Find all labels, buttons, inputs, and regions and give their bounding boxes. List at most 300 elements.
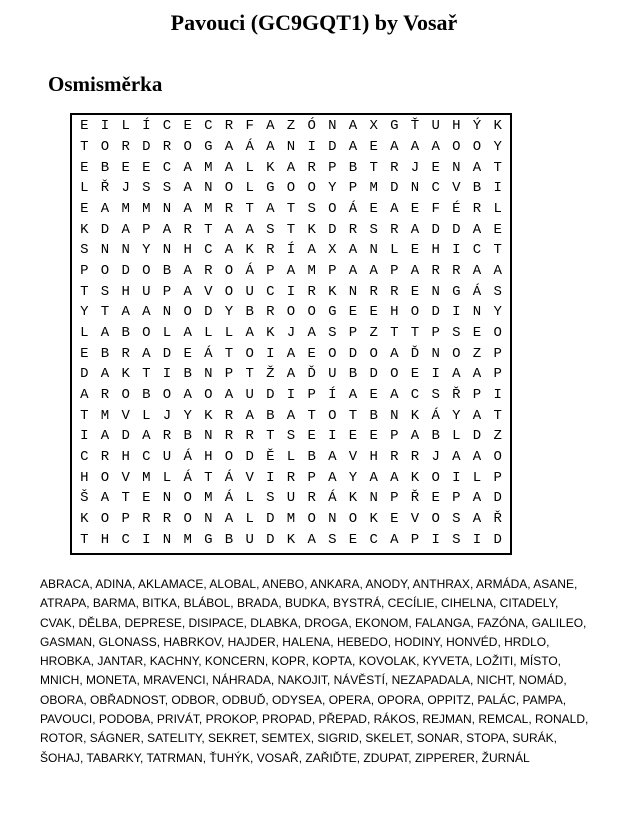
- grid-cell: V: [121, 469, 130, 486]
- grid-cell: C: [162, 118, 172, 135]
- grid-cell: N: [100, 242, 110, 259]
- grid-cell: Y: [328, 180, 337, 197]
- grid-cell: O: [286, 180, 296, 197]
- grid-cell: G: [452, 283, 461, 300]
- grid-cell: Ř: [410, 490, 420, 507]
- grid-cell: T: [286, 221, 296, 238]
- grid-cell: Ř: [100, 180, 110, 197]
- grid-cell: T: [100, 304, 110, 321]
- grid-cell: O: [142, 324, 151, 341]
- grid-cell: I: [431, 531, 440, 548]
- grid-cell: T: [80, 283, 89, 300]
- grid-cell: N: [204, 366, 213, 383]
- grid-cell: T: [142, 366, 151, 383]
- grid-cell: D: [266, 386, 275, 403]
- grid-cell: S: [307, 200, 316, 217]
- grid-cell: A: [431, 138, 440, 155]
- grid-cell: F: [245, 118, 254, 135]
- grid-cell: N: [390, 407, 399, 424]
- grid-cell: B: [224, 531, 234, 548]
- grid-cell: N: [369, 242, 378, 259]
- grid-cell: R: [286, 469, 296, 486]
- grid-cell: L: [245, 159, 254, 176]
- grid-cell: A: [224, 159, 234, 176]
- grid-cell: D: [431, 221, 440, 238]
- grid-cell: D: [493, 490, 502, 507]
- grid-cell: I: [142, 531, 151, 548]
- grid-cell: H: [452, 118, 461, 135]
- grid-cell: A: [183, 180, 192, 197]
- grid-cell: B: [348, 159, 358, 176]
- grid-cell: D: [266, 531, 275, 548]
- grid-cell: O: [410, 304, 420, 321]
- grid-cell: R: [348, 221, 358, 238]
- grid-cell: M: [142, 200, 151, 217]
- grid-cell: E: [183, 118, 192, 135]
- grid-cell: M: [204, 200, 213, 217]
- grid-cell: O: [348, 510, 358, 527]
- grid-cell: N: [204, 428, 213, 445]
- grid-cell: I: [472, 531, 482, 548]
- grid-cell: I: [80, 428, 89, 445]
- grid-cell: P: [348, 324, 358, 341]
- grid-cell: T: [80, 531, 89, 548]
- grid-cell: R: [390, 159, 399, 176]
- grid-cell: A: [328, 448, 337, 465]
- grid-cell: B: [121, 324, 130, 341]
- grid-cell: P: [224, 366, 234, 383]
- grid-cell: C: [204, 242, 213, 259]
- grid-cell: N: [328, 510, 337, 527]
- grid-cell: I: [286, 283, 296, 300]
- grid-cell: Z: [472, 345, 482, 362]
- grid-cell: D: [431, 304, 440, 321]
- grid-cell: P: [493, 366, 502, 383]
- grid-cell: O: [493, 324, 502, 341]
- grid-cell: T: [493, 407, 502, 424]
- grid-cell: R: [142, 510, 151, 527]
- grid-cell: N: [162, 531, 172, 548]
- grid-cell: R: [390, 221, 399, 238]
- grid-cell: O: [472, 138, 482, 155]
- grid-cell: E: [80, 345, 89, 362]
- grid-cell: R: [121, 345, 130, 362]
- grid-cell: N: [431, 345, 440, 362]
- grid-cell: E: [142, 159, 151, 176]
- grid-cell: E: [80, 118, 89, 135]
- grid-cell: S: [369, 221, 378, 238]
- grid-cell: T: [348, 407, 358, 424]
- grid-cell: D: [142, 138, 151, 155]
- grid-cell: A: [307, 242, 316, 259]
- grid-cell: D: [348, 345, 358, 362]
- grid-cell: U: [245, 283, 254, 300]
- grid-cell: A: [100, 324, 110, 341]
- grid-cell: N: [369, 490, 378, 507]
- grid-cell: P: [328, 159, 337, 176]
- grid-cell: B: [100, 345, 110, 362]
- grid-cell: A: [245, 407, 254, 424]
- grid-cell: X: [328, 242, 337, 259]
- grid-cell: I: [493, 386, 502, 403]
- grid-cell: I: [286, 386, 296, 403]
- grid-cell: F: [431, 200, 440, 217]
- grid-cell: P: [142, 221, 151, 238]
- grid-cell: O: [183, 490, 192, 507]
- grid-cell: O: [307, 304, 316, 321]
- grid-cell: B: [245, 304, 254, 321]
- grid-cell: B: [472, 180, 482, 197]
- grid-cell: O: [307, 180, 316, 197]
- grid-cell: U: [245, 386, 254, 403]
- grid-cell: M: [286, 510, 296, 527]
- grid-cell: L: [121, 118, 130, 135]
- grid-cell: I: [266, 469, 275, 486]
- grid-cell: S: [328, 531, 337, 548]
- grid-cell: Y: [183, 407, 192, 424]
- grid-cell: A: [245, 324, 254, 341]
- grid-cell: L: [162, 469, 172, 486]
- grid-cell: R: [369, 283, 378, 300]
- grid-cell: L: [493, 200, 502, 217]
- grid-cell: D: [493, 531, 502, 548]
- grid-cell: K: [204, 407, 213, 424]
- grid-cell: S: [452, 510, 461, 527]
- grid-cell: A: [224, 221, 234, 238]
- grid-cell: Ý: [472, 118, 482, 135]
- grid-cell: R: [472, 200, 482, 217]
- grid-cell: E: [142, 490, 151, 507]
- grid-cell: A: [183, 386, 192, 403]
- grid-cell: Á: [183, 469, 192, 486]
- grid-cell: R: [410, 448, 420, 465]
- grid-cell: Ž: [266, 366, 275, 383]
- grid-cell: K: [266, 324, 275, 341]
- grid-cell: C: [410, 386, 420, 403]
- grid-cell: D: [80, 366, 89, 383]
- grid-cell: I: [266, 345, 275, 362]
- grid-cell: D: [266, 510, 275, 527]
- grid-cell: K: [348, 490, 358, 507]
- grid-cell: R: [162, 138, 172, 155]
- grid-cell: E: [183, 345, 192, 362]
- grid-cell: S: [100, 283, 110, 300]
- grid-cell: C: [121, 531, 130, 548]
- grid-cell: G: [204, 138, 213, 155]
- grid-cell: B: [348, 366, 358, 383]
- grid-cell: R: [183, 221, 192, 238]
- grid-cell: O: [224, 283, 234, 300]
- grid-cell: A: [410, 428, 420, 445]
- grid-cell: B: [142, 386, 151, 403]
- grid-cell: E: [410, 366, 420, 383]
- grid-cell: I: [431, 366, 440, 383]
- grid-cell: O: [390, 366, 399, 383]
- grid-cell: R: [307, 283, 316, 300]
- word-search-grid: [70, 113, 512, 555]
- grid-cell: R: [307, 490, 316, 507]
- grid-cell: N: [162, 200, 172, 217]
- grid-cell: K: [80, 510, 89, 527]
- grid-cell: R: [266, 304, 275, 321]
- grid-cell: Ř: [493, 510, 502, 527]
- grid-cell: O: [224, 448, 234, 465]
- grid-cell: Á: [224, 469, 234, 486]
- grid-cell: U: [245, 531, 254, 548]
- grid-cell: R: [162, 428, 172, 445]
- grid-cell: E: [307, 428, 316, 445]
- grid-cell: T: [266, 428, 275, 445]
- grid-cell: H: [369, 448, 378, 465]
- grid-cell: E: [348, 304, 358, 321]
- grid-cell: G: [390, 118, 399, 135]
- grid-cell: A: [121, 221, 130, 238]
- grid-cell: Ď: [307, 366, 316, 383]
- grid-cell: L: [245, 490, 254, 507]
- grid-cell: N: [472, 304, 482, 321]
- grid-cell: P: [121, 510, 130, 527]
- grid-cell: H: [183, 242, 192, 259]
- grid-cell: S: [162, 180, 172, 197]
- grid-cell: Á: [224, 490, 234, 507]
- grid-cell: O: [100, 510, 110, 527]
- grid-cell: Á: [245, 262, 254, 279]
- grid-cell: H: [80, 469, 89, 486]
- grid-cell: É: [452, 200, 461, 217]
- grid-cell: O: [183, 510, 192, 527]
- grid-cell: Á: [245, 138, 254, 155]
- grid-cell: A: [369, 262, 378, 279]
- grid-cell: A: [183, 324, 192, 341]
- grid-cell: J: [431, 448, 440, 465]
- grid-cell: A: [224, 386, 234, 403]
- grid-cell: N: [431, 283, 440, 300]
- grid-cell: D: [452, 221, 461, 238]
- grid-cell: I: [162, 366, 172, 383]
- grid-cell: L: [204, 324, 213, 341]
- grid-cell: E: [472, 324, 482, 341]
- grid-cell: A: [183, 159, 192, 176]
- grid-cell: A: [472, 221, 482, 238]
- grid-cell: Á: [348, 200, 358, 217]
- grid-cell: C: [162, 159, 172, 176]
- grid-cell: M: [369, 180, 378, 197]
- grid-cell: R: [224, 428, 234, 445]
- grid-cell: G: [328, 304, 337, 321]
- grid-cell: A: [390, 386, 399, 403]
- grid-cell: T: [493, 159, 502, 176]
- grid-cell: O: [224, 180, 234, 197]
- grid-cell: Í: [142, 118, 151, 135]
- grid-cell: A: [142, 428, 151, 445]
- grid-cell: U: [431, 118, 440, 135]
- grid-cell: E: [369, 138, 378, 155]
- grid-cell: T: [369, 159, 378, 176]
- grid-cell: A: [266, 138, 275, 155]
- grid-cell: E: [493, 221, 502, 238]
- grid-cell: I: [452, 304, 461, 321]
- grid-cell: C: [266, 283, 275, 300]
- grid-cell: X: [369, 118, 378, 135]
- grid-cell: C: [431, 180, 440, 197]
- grid-cell: K: [369, 510, 378, 527]
- grid-cell: O: [100, 138, 110, 155]
- grid-cell: T: [121, 490, 130, 507]
- grid-cell: L: [142, 407, 151, 424]
- grid-cell: I: [328, 428, 337, 445]
- grid-cell: S: [328, 324, 337, 341]
- grid-cell: P: [390, 490, 399, 507]
- grid-cell: B: [307, 448, 316, 465]
- grid-cell: R: [121, 138, 130, 155]
- grid-cell: A: [328, 469, 337, 486]
- grid-cell: K: [286, 531, 296, 548]
- grid-cell: V: [204, 283, 213, 300]
- grid-cell: A: [162, 221, 172, 238]
- grid-cell: T: [224, 345, 234, 362]
- grid-cell: L: [472, 469, 482, 486]
- grid-cell: H: [121, 448, 130, 465]
- grid-cell: Z: [369, 324, 378, 341]
- grid-cell: A: [472, 407, 482, 424]
- grid-cell: S: [493, 283, 502, 300]
- grid-cell: D: [162, 345, 172, 362]
- grid-cell: D: [390, 180, 399, 197]
- grid-cell: J: [410, 159, 420, 176]
- grid-cell: I: [307, 138, 316, 155]
- grid-cell: S: [266, 490, 275, 507]
- grid-cell: A: [183, 200, 192, 217]
- grid-cell: T: [493, 242, 502, 259]
- grid-cell: P: [472, 386, 482, 403]
- grid-cell: R: [390, 448, 399, 465]
- grid-cell: A: [224, 138, 234, 155]
- grid-cell: S: [431, 386, 440, 403]
- grid-cell: Í: [328, 386, 337, 403]
- grid-cell: Y: [142, 242, 151, 259]
- grid-cell: T: [204, 469, 213, 486]
- section-heading: Osmisměrka: [48, 72, 163, 96]
- grid-cell: E: [307, 345, 316, 362]
- grid-cell: D: [100, 221, 110, 238]
- grid-cell: A: [121, 304, 130, 321]
- grid-cell: E: [348, 428, 358, 445]
- grid-cell: E: [369, 386, 378, 403]
- grid-cell: B: [162, 262, 172, 279]
- grid-cell: P: [390, 262, 399, 279]
- grid-cell: A: [452, 448, 461, 465]
- grid-cell: R: [100, 448, 110, 465]
- grid-cell: A: [286, 262, 296, 279]
- grid-cell: O: [142, 262, 151, 279]
- grid-cell: D: [328, 221, 337, 238]
- grid-cell: R: [431, 262, 440, 279]
- grid-cell: A: [390, 138, 399, 155]
- grid-cell: E: [348, 531, 358, 548]
- grid-cell: T: [245, 366, 254, 383]
- grid-cell: P: [390, 428, 399, 445]
- grid-cell: A: [472, 490, 482, 507]
- grid-cell: K: [410, 469, 420, 486]
- grid-cell: O: [369, 345, 378, 362]
- grid-cell: O: [183, 304, 192, 321]
- grid-cell: Á: [204, 345, 213, 362]
- grid-cell: S: [80, 242, 89, 259]
- grid-cell: E: [431, 490, 440, 507]
- grid-cell: A: [348, 386, 358, 403]
- grid-cell: J: [286, 324, 296, 341]
- grid-cell: V: [348, 448, 358, 465]
- grid-cell: G: [266, 180, 275, 197]
- page-title: Pavouci (GC9GQT1) by Vosař: [170, 10, 458, 35]
- grid-cell: A: [410, 221, 420, 238]
- grid-cell: A: [245, 221, 254, 238]
- grid-cell: A: [472, 448, 482, 465]
- grid-cell: O: [245, 345, 254, 362]
- grid-cell: Á: [328, 490, 337, 507]
- grid-cell: N: [162, 242, 172, 259]
- grid-cell: O: [307, 510, 316, 527]
- grid-cell: T: [245, 200, 254, 217]
- grid-cell: M: [204, 159, 213, 176]
- grid-cell: Ř: [452, 386, 461, 403]
- grid-cell: E: [369, 200, 378, 217]
- grid-cell: J: [121, 180, 130, 197]
- grid-cell: R: [390, 283, 399, 300]
- grid-cell: M: [183, 531, 192, 548]
- grid-cell: P: [410, 531, 420, 548]
- grid-cell: G: [204, 531, 213, 548]
- grid-cell: Ť: [410, 118, 420, 135]
- grid-cell: A: [100, 428, 110, 445]
- grid-cell: N: [162, 490, 172, 507]
- grid-cell: A: [369, 469, 378, 486]
- grid-cell: A: [452, 366, 461, 383]
- grid-cell: Ě: [266, 448, 275, 465]
- grid-cell: D: [245, 448, 254, 465]
- grid-cell: R: [162, 510, 172, 527]
- grid-cell: C: [369, 531, 378, 548]
- grid-cell: K: [121, 366, 130, 383]
- grid-cell: V: [452, 180, 461, 197]
- grid-cell: A: [472, 510, 482, 527]
- grid-cell: L: [452, 428, 461, 445]
- grid-cell: B: [369, 407, 378, 424]
- grid-cell: O: [493, 448, 502, 465]
- grid-cell: A: [348, 118, 358, 135]
- grid-cell: T: [286, 200, 296, 217]
- grid-cell: A: [348, 262, 358, 279]
- grid-cell: O: [431, 510, 440, 527]
- grid-cell: N: [204, 510, 213, 527]
- grid-cell: Y: [452, 407, 461, 424]
- grid-cell: L: [162, 324, 172, 341]
- grid-cell: V: [245, 469, 254, 486]
- grid-cell: E: [80, 200, 89, 217]
- grid-cell: L: [224, 324, 234, 341]
- grid-cell: S: [142, 180, 151, 197]
- grid-cell: B: [431, 428, 440, 445]
- grid-cell: O: [286, 304, 296, 321]
- grid-cell: O: [328, 407, 337, 424]
- grid-cell: P: [307, 386, 316, 403]
- grid-cell: O: [204, 386, 213, 403]
- grid-cell: O: [100, 469, 110, 486]
- grid-cell: E: [121, 159, 130, 176]
- grid-cell: A: [100, 490, 110, 507]
- grid-cell: N: [410, 180, 420, 197]
- grid-cell: R: [224, 118, 234, 135]
